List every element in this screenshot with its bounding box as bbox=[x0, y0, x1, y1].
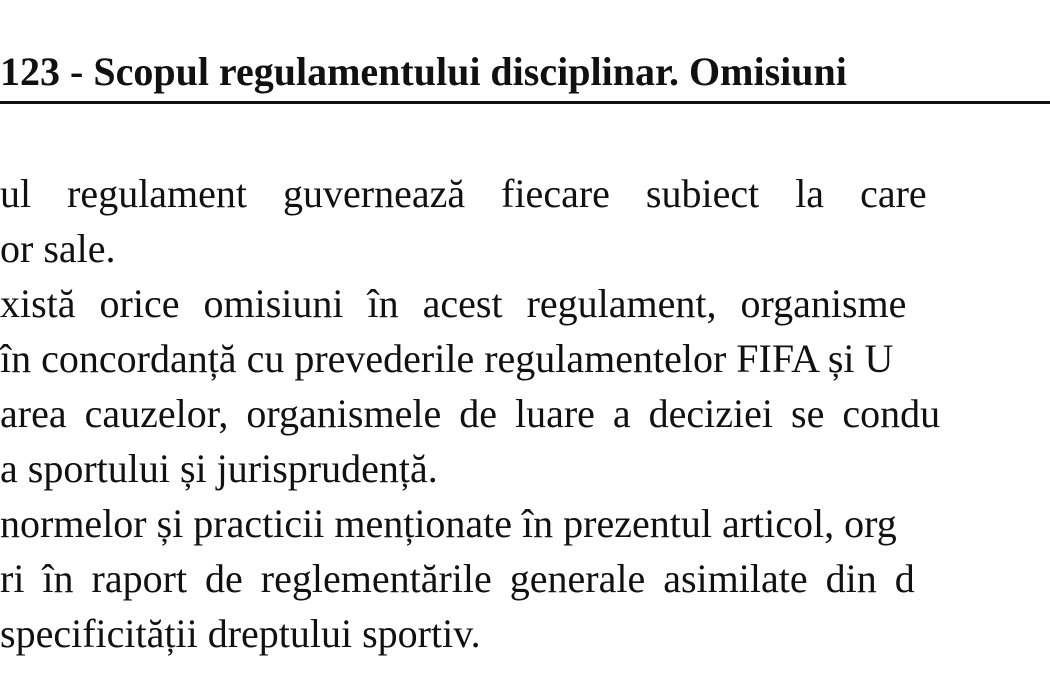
body-line-7: normelor și practicii menționate în prezentul articol, org bbox=[0, 501, 897, 546]
body-line-3: xistă orice omisiuni în acest regulament, organisme bbox=[0, 281, 907, 326]
body-line-6: a sportului și jurisprudență. bbox=[0, 446, 438, 491]
article-heading: 123 - Scopul regulamentului disciplinar. Omisiuni bbox=[0, 49, 847, 94]
body-line-9: specificității dreptului sportiv. bbox=[0, 611, 481, 656]
body-line-8: ri în raport de reglementările generale asimilate din d bbox=[0, 556, 915, 601]
body-line-2: or sale. bbox=[0, 226, 116, 271]
body-line-5: area cauzelor, organismele de luare a deciziei se condu bbox=[0, 391, 941, 436]
body-line-4: în concordanță cu prevederile regulamentelor FIFA și U bbox=[0, 336, 894, 381]
body-line-1: ul regulament guvernează fiecare subiect la care bbox=[0, 171, 927, 216]
heading-underline bbox=[0, 101, 1050, 104]
